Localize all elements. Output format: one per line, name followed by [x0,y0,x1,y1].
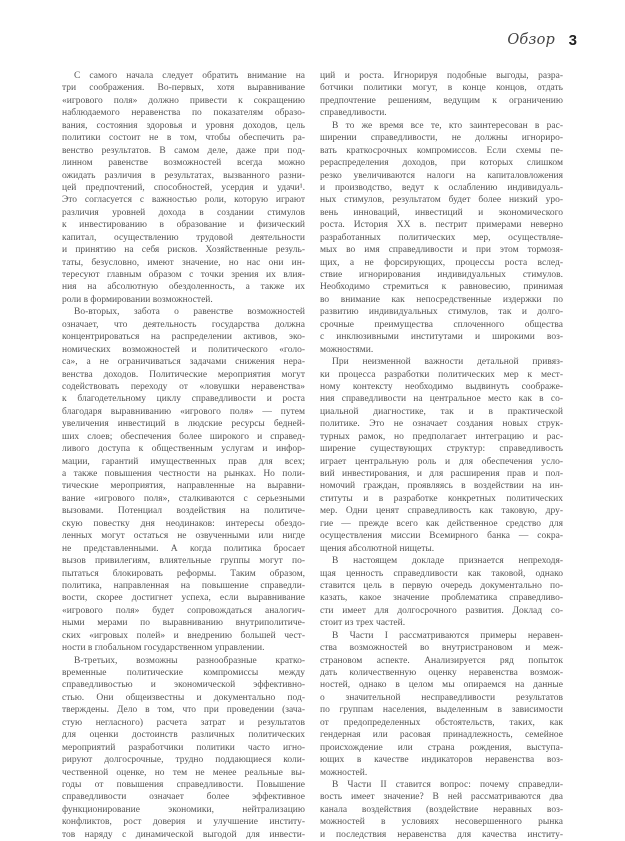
text-line: ширении справедливости, не должны игнориро- [320,133,563,144]
text-line: осуществления миссии Всемирного банка — сокра- [320,531,563,542]
text-line: В Части I рассматриваются примеры неравен- [332,630,563,641]
text-line: дать количественную оценку неравенства возмож- [320,668,563,678]
text-line: щих, а не форсирующих, процессы роста вслед- [320,257,563,268]
text-line: ния на абсолютную обездоленность, а также их [62,282,305,293]
text-line: ных стимулов, результатом будет более низкий уро- [320,195,563,206]
text-line: рераспределения доходов, при которых слишком [320,158,563,169]
text-line: стью. Они общеизвестны и документально под- [62,692,305,703]
text-line: справедливостью и экономической эффективно- [62,680,305,691]
text-line: В настоящем докладе признается непреходя- [332,556,563,567]
text-line: конфликтов, рост доверия и улучшение институ- [62,817,305,828]
text-line: ских «игровых полей» и внедрению большей чест- [62,630,305,641]
text-line: В то же время все те, кто заинтересован в рас- [332,120,563,131]
text-line: разработанных политических мер, осуществляе- [320,232,563,243]
section-title: Обзор [507,32,555,48]
right-text-column [320,70,563,841]
text-line: мер. Одни ценят справедливость как таковую, дру- [320,506,563,517]
running-header [0,32,625,52]
text-line: са», а не ограничиваться задачами снижения нера- [62,357,305,368]
text-line: вость имеет значение? В ней рассматриваются два [320,792,563,803]
text-line: во внимание как непосредственные издержки по [320,294,563,305]
text-line: щения абсолютной нищеты. [320,543,435,554]
text-line: по группам населения, выделенным в зависимости [320,705,563,716]
text-line: резко увеличиваются налоги на капиталовложения [320,170,563,181]
text-line: Необходимо стремиться к равновесию, принимая [320,282,563,293]
text-line: годы от повышения справедливости. Повышение [62,779,305,790]
text-line: вости, скорее достигнет успеха, если выравнивание [62,593,305,604]
text-line: цей предпочтений, способностей, усердия и удачи¹. [62,182,305,193]
text-line: щая ценность справедливости как таковой, однако [320,568,563,579]
text-line: «игрового поля» будет сопровождаться аналогич- [62,605,305,616]
text-line: происхождение или страна рождения, выступа- [320,742,563,753]
text-line: ливого доступа к общественным услугам и инфор- [62,444,305,455]
text-line: С самого начала следует обратить внимание на [74,71,305,81]
text-line: вать краткосрочных компромиссов. Если схемы пе- [320,145,563,156]
text-line: стоит из трех частей. [320,618,406,629]
text-line: политике. Это не означает создания новых струк- [320,419,563,430]
text-line: Во-вторых, забота о равенстве возможностей [74,307,305,318]
text-line: вий инвестирования, и для расширения прав и пол- [320,469,563,479]
text-line: венство результатов. В самом деле, даже при под- [62,145,305,156]
text-line: гендерная или расовая принадлежность, семейное [320,730,563,741]
text-line: можностями. [320,344,374,355]
text-line: тические мероприятия, направленные на выравни- [62,481,305,492]
text-line: предпочтение решениям, ведущим к ограничению [320,95,563,106]
text-line: от предопределенных обстоятельств, таких, как [320,717,563,728]
page-number: 3 [568,32,577,49]
text-line: ций и роста. Игнорируя подобные выгоды, разра- [320,71,563,81]
text-line: не представленными. А когда политика бросает [62,543,305,554]
text-line: циальной диагностике, так и в практической [320,406,563,417]
text-line: вень инноваций, инвестиций и экономического [320,207,563,218]
text-line: канала воздействия (воздействие неравных воз- [320,804,563,815]
text-line: ющих в качестве индикаторов неравенства воз- [320,755,563,766]
text-line: для оценки достоинств различных политических [62,730,305,741]
text-line: В-третьих, возможны разнообразные кратко- [74,655,305,666]
text-line: скую повестку дня неодинаков: интересы обездо- [62,518,305,529]
text-line: При неизменной важности детальной привяз- [332,357,563,368]
text-line: три соображения. Во-первых, хотя выравнивание [62,83,305,94]
text-line: казать, какое значение проблематика справедливо- [320,593,563,604]
text-line: а также повышения честности на рынках. Но поли- [62,469,305,479]
text-line: функционирование экономики, нейтрализацию [62,804,305,815]
text-line: и принятию на себя рисков. Хозяйственные резуль- [62,245,305,256]
text-line: тов наряду с динамической выгодой для инвести- [62,829,305,840]
text-line: вание «игрового поля», сталкиваются с серьезными [62,493,305,504]
text-line: вания, состояния здоровья и уровня доходов, цель [62,120,305,131]
text-line: к инвестированию в образование и физический [62,220,305,231]
text-line: ностей, однако в целом мы опираемся на данные [320,680,563,691]
text-line: ности в глобальном государственном управлении. [62,643,265,654]
left-text-column [62,70,305,841]
text-line: ботчики политики могут, в конце концов, отдать [320,83,563,94]
text-line: справедливости. [320,108,387,119]
text-line: таты, безусловно, имеют значение, но нас они ин- [62,257,305,268]
text-line: ния справедливости на центральное место как в со- [320,394,563,405]
text-line: различия уровней дохода в создании стимулов [62,207,305,218]
text-line: справедливости означает более эффективное [62,792,305,803]
text-line: временные политические компромиссы между [62,668,305,678]
text-line: номочий граждан, проявляясь в воздействии на ин- [320,481,563,492]
text-line: тересуют главным образом с точки зрения их влия- [62,270,305,280]
text-line: рируют долгосрочные, трудно поддающиеся коли- [62,755,305,766]
text-line: гие — прежде всего как действенное средство для [320,518,563,529]
text-line: политика, направленная на повышение справедли- [62,580,305,591]
text-line: номических возможностей и политического «голо- [62,344,305,355]
text-line: роли в формировании возможностей. [62,294,213,305]
text-line: ленных могут остаться не озвученными или нигде [62,531,305,542]
text-line: ших слоев; обеспечения более широкого и справед- [62,431,305,442]
text-line: мации, гарантий имущественных прав для всех; [62,456,305,467]
text-line: чественной оценке, но тем не менее реальные вы- [62,767,305,778]
text-line: ожидать различия в результатах, вызванного разни- [62,170,305,181]
text-line: вызов привилегиям, влиятельные группы могут по- [62,556,305,567]
text-line: капитал, осуществлению трудовой деятельности [62,232,305,243]
text-line: содействовать переходу от «ловушки неравенства» [62,381,305,392]
text-line: вызовами. Потенциал воздействия на политиче- [62,506,305,517]
text-line: ки процесса разработки политических мер к мест- [320,369,563,380]
text-line: В Части II ставится вопрос: почему справедли- [332,779,563,790]
text-line: роста. История XX в. пестрит примерами неверно [320,220,563,231]
text-line: с инклюзивными институтами и широкими воз- [320,332,563,343]
text-line: срочные преимущества сплоченного общества [320,319,563,330]
text-line: ному контексту необходимо выдвинуть соображе- [320,381,563,392]
text-line: к благодетельному циклу справедливости и роста [62,394,305,405]
text-line: ствие игнорирования индивидуальных стимулов. [320,270,563,280]
text-line: ства возможностей во внутристрановом и меж- [320,643,563,654]
text-line: играет центральную роль и для обеспечения усло- [320,456,563,467]
text-line: и производство, ведут к ослаблению индивидуаль- [320,182,563,193]
text-line: благодаря выравниванию «игрового поля» — путем [62,406,305,417]
text-line: о значительной несправедливости результатов [320,692,563,703]
text-line: можностей. [320,767,368,778]
text-line: можностей в условиях несовершенного рынка [320,817,563,828]
text-line: увеличения инвестиций в людские ресурсы бедней- [62,419,305,430]
text-line: «игрового поля» должно привести к сокращению [62,95,305,106]
text-line: и последствия неравенства для качества институ- [320,829,563,840]
text-line: мых во имя справедливости и при этом тормозя- [320,245,563,256]
text-line: линном равенстве возможностей всегда можно [62,158,305,169]
text-line: венства доходов. Политические мероприятия могут [62,369,305,380]
text-line: означает, что деятельность государства должна [62,319,305,330]
text-line: стую негласного) расчета затрат и результатов [62,717,305,728]
text-line: концентрироваться на распределении активов, эко- [62,332,305,343]
text-line: страновом аспекте. Анализируется ряд попыток [320,655,563,666]
text-line: Это согласуется с важностью роли, которую играют [62,195,305,206]
text-line: мероприятий разработчики политики часто игно- [62,742,305,753]
text-line: ставится цель в первую очередь документально по- [320,580,563,591]
text-line: тверждены. Дело в том, что при проведении (зача- [62,705,305,716]
text-line: турных рамок, но предполагает интеграцию и рас- [320,431,563,442]
text-line: пытаться блокировать реформы. Таким образом, [62,568,305,579]
text-line: ными мерами по выравниванию внутриполитиче- [62,618,305,629]
text-line: сти имеет для долгосрочного развития. Доклад со- [320,605,563,616]
text-line: ширение существующих структур: справедливость [320,444,563,455]
text-line: развитию индивидуальных стимулов, так и долго- [320,307,563,318]
text-line: ституты и в разработке конкретных политических [320,493,563,504]
text-line: наблюдаемого неравенства по показателям образо- [62,108,305,119]
text-line: политики состоит не в том, чтобы обеспечить ра- [62,133,305,144]
